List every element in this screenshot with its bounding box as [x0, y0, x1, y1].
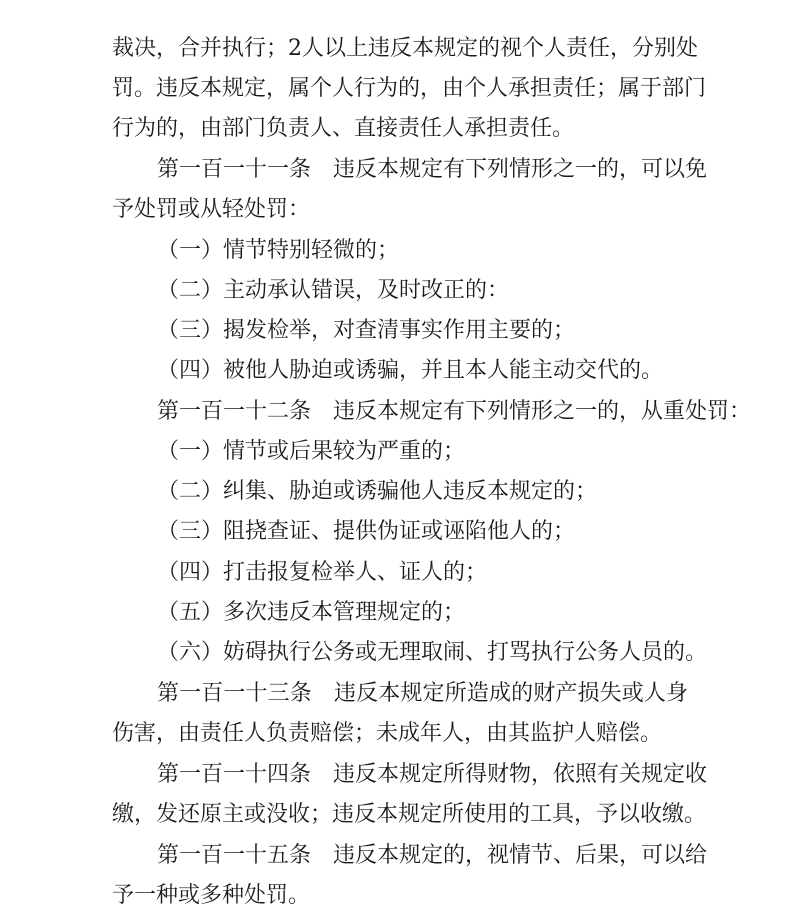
list-item: （二）主动承认错误，及时改正的：	[157, 278, 510, 303]
list-item: （五）多次违反本管理规定的；	[157, 600, 466, 625]
text-line: 予一种或多种处罚。	[112, 883, 311, 908]
list-item: （一）情节或后果较为严重的；	[157, 439, 466, 464]
list-item: （六）妨碍执行公务或无理取闹、打骂执行公务人员的。	[157, 640, 708, 665]
text-line: 予处罚或从轻处罚：	[112, 197, 311, 222]
text-line: 裁决，合并执行；2人以上违反本规定的视个人责任，分别处	[112, 36, 698, 61]
list-item: （一）情节特别轻微的；	[157, 238, 400, 263]
text-line: 缴，发还原主或没收；违反本规定所使用的工具，予以收缴。	[112, 802, 707, 827]
article-112-heading: 第一百一十二条 违反本规定有下列情形之一的，从重处罚：	[157, 399, 752, 424]
text-line: 罚。违反本规定，属个人行为的，由个人承担责任；属于部门	[112, 76, 707, 101]
list-item: （三）揭发检举，对查清事实作用主要的；	[157, 318, 576, 343]
text-line: 行为的，由部门负责人、直接责任人承担责任。	[112, 116, 575, 141]
article-111-heading: 第一百一十一条 违反本规定有下列情形之一的，可以免	[157, 157, 708, 182]
list-item: （二）纠集、胁迫或诱骗他人违反本规定的；	[157, 479, 598, 504]
article-114-heading: 第一百一十四条 违反本规定所得财物，依照有关规定收	[157, 762, 708, 787]
list-item: （三）阻挠查证、提供伪证或诬陷他人的；	[157, 519, 576, 544]
article-115-heading: 第一百一十五条 违反本规定的，视情节、后果，可以给	[157, 843, 708, 868]
list-item: （四）打击报复检举人、证人的；	[157, 560, 488, 585]
list-item: （四）被他人胁迫或诱骗，并且本人能主动交代的。	[157, 358, 664, 383]
text-line: 伤害，由责任人负责赔偿；未成年人，由其监护人赔偿。	[112, 721, 663, 746]
article-113-heading: 第一百一十三条 违反本规定所造成的财产损失或人身	[157, 681, 688, 706]
